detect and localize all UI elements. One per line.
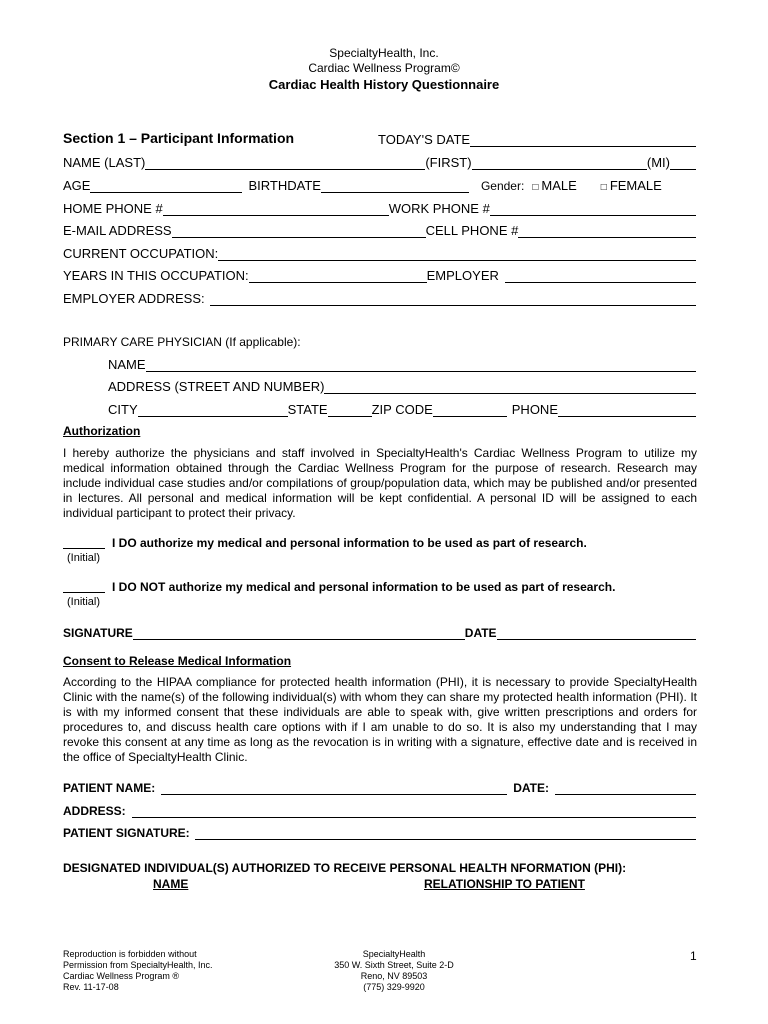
patient-date-label: DATE: (513, 781, 549, 795)
last-name-label: NAME (LAST) (63, 155, 146, 170)
patient-name-field[interactable] (161, 782, 507, 795)
gender-label: Gender: (480, 179, 525, 193)
patient-address-label: ADDRESS: (63, 804, 126, 818)
footer-left-line: Rev. 11-17-08 (63, 982, 119, 992)
footer-left (63, 949, 213, 993)
years-row (63, 267, 696, 283)
patient-signature-row (63, 824, 696, 840)
designated-relationship-column: RELATIONSHIP TO PATIENT (424, 877, 585, 891)
age-field[interactable] (90, 180, 242, 193)
todays-date-label: TODAY'S DATE (378, 132, 471, 147)
physician-city-row (108, 401, 696, 417)
last-name-field[interactable] (145, 157, 425, 170)
physician-name-label: NAME (108, 357, 146, 372)
patient-address-field[interactable] (132, 805, 696, 818)
physician-phone-label: PHONE (511, 402, 558, 417)
physician-address-label: ADDRESS (STREET AND NUMBER) (108, 379, 325, 394)
phone-row (63, 200, 696, 216)
employer-field[interactable] (505, 270, 696, 283)
physician-address-row (108, 378, 696, 394)
birthdate-field[interactable] (321, 180, 469, 193)
consent-heading: Consent to Release Medical Information (63, 654, 292, 668)
program-name: Cardiac Wellness Program© (308, 61, 460, 75)
email-label: E-MAIL ADDRESS (63, 223, 172, 238)
first-name-field[interactable] (472, 157, 647, 170)
age-label: AGE (63, 178, 91, 193)
occupation-field[interactable] (218, 248, 696, 261)
email-field[interactable] (172, 225, 426, 238)
occupation-row (63, 245, 696, 261)
mi-label: (MI) (646, 155, 670, 170)
do-authorize-statement: I DO authorize my medical and personal information to be used as part of research. (112, 536, 587, 550)
email-row (63, 222, 696, 238)
designated-heading: DESIGNATED INDIVIDUAL(S) AUTHORIZED TO RECEIVE PERSONAL HEALTH NFORMATION (PHI): (63, 861, 627, 875)
initial-label: (Initial) (67, 552, 101, 564)
patient-name-row (63, 779, 696, 795)
company-name: SpecialtyHealth, Inc. (329, 46, 439, 60)
female-checkbox[interactable]: □ (600, 182, 607, 193)
document-title: Cardiac Health History Questionnaire (268, 77, 500, 92)
signature-label: SIGNATURE (63, 626, 133, 640)
signature-date-label: DATE (464, 626, 497, 640)
employer-address-label: EMPLOYER ADDRESS: (63, 291, 205, 306)
employer-label: EMPLOYER (426, 268, 499, 283)
authorization-heading: Authorization (63, 424, 141, 438)
footer-left-line: Reproduction is forbidden without (63, 949, 197, 959)
do-not-authorize-initial-field[interactable] (63, 580, 105, 593)
zip-label: ZIP CODE (371, 402, 433, 417)
occupation-label: CURRENT OCCUPATION: (63, 246, 219, 261)
work-phone-label: WORK PHONE # (388, 201, 490, 216)
footer-center-line: Reno, NV 89503 (360, 971, 428, 981)
home-phone-label: HOME PHONE # (63, 201, 163, 216)
city-label: CITY (108, 402, 138, 417)
birthdate-label: BIRTHDATE (248, 178, 321, 193)
state-field[interactable] (328, 404, 372, 417)
consent-text: According to the HIPAA compliance for protected health information (PHI), it is necessary to provide SpecialtyHealth Clinic with the name(s) of the following individual(s) with whom they can share my protected health information (PHI). It is with my informed consent that these individuals are able to speak with, give written prescriptions and orders for procedures to, and discuss health care options with if I am unable to do so. It is also my understanding that I may revoke this consent at any time as long as the revocation is in writing with a signature, effective date and is received in the office of SpecialtyHealth Clinic. (63, 675, 697, 764)
footer-center-line: SpecialtyHealth (362, 949, 426, 959)
footer-center-line: 350 W. Sixth Street, Suite 2-D (334, 960, 454, 970)
patient-signature-label: PATIENT SIGNATURE: (63, 826, 190, 840)
work-phone-field[interactable] (490, 203, 696, 216)
todays-date-field[interactable] (470, 134, 696, 147)
do-authorize-initial-field[interactable] (63, 536, 105, 549)
name-row (63, 154, 696, 170)
years-label: YEARS IN THIS OCCUPATION: (63, 268, 249, 283)
designated-name-column: NAME (153, 877, 189, 891)
physician-address-field[interactable] (324, 381, 696, 394)
first-name-label: (FIRST) (425, 155, 472, 170)
signature-row (63, 624, 696, 640)
male-label: MALE (541, 178, 577, 193)
footer-left-line: Permission from SpecialtyHealth, Inc. (63, 960, 213, 970)
page-number: 1 (690, 949, 697, 963)
female-label: FEMALE (609, 178, 662, 193)
mi-field[interactable] (670, 157, 696, 170)
signature-field[interactable] (133, 627, 465, 640)
section-title: Section 1 – Participant Information (63, 130, 295, 146)
employer-address-row (63, 290, 696, 306)
footer-left-line: Cardiac Wellness Program ® (63, 971, 180, 981)
footer-center (294, 949, 494, 993)
patient-name-label: PATIENT NAME: (63, 781, 156, 795)
zip-field[interactable] (433, 404, 507, 417)
home-phone-field[interactable] (163, 203, 389, 216)
initial-label: (Initial) (67, 596, 101, 608)
do-not-authorize-statement: I DO NOT authorize my medical and personal information to be used as part of research. (112, 580, 616, 594)
physician-phone-field[interactable] (558, 404, 696, 417)
employer-address-field[interactable] (210, 293, 696, 306)
patient-date-field[interactable] (555, 782, 696, 795)
male-checkbox[interactable]: □ (532, 182, 539, 193)
authorization-text: I hereby authorize the physicians and staff involved in SpecialtyHealth's Cardiac Wellness Program to utilize my medical information obtained through the Cardiac Wellness Program for the purpose of research. Research may include individual case studies and/or compilations of group/population data, which may be published and/or presented in lectures. All personal and medical information will be kept confidential. A personal ID will be assigned to each individual participant to protect their privacy. (63, 446, 697, 520)
physician-name-field[interactable] (146, 359, 696, 372)
physician-name-row (108, 356, 696, 372)
physician-heading: PRIMARY CARE PHYSICIAN (If applicable): (63, 335, 301, 349)
patient-address-row (63, 802, 696, 818)
footer-center-line: (775) 329-9920 (363, 982, 425, 992)
cell-phone-field[interactable] (518, 225, 696, 238)
state-label: STATE (287, 402, 328, 417)
todays-date-row (378, 131, 696, 147)
age-row (63, 177, 696, 193)
years-field[interactable] (249, 270, 427, 283)
patient-signature-field[interactable] (195, 827, 696, 840)
cell-phone-label: CELL PHONE # (425, 223, 519, 238)
signature-date-field[interactable] (497, 627, 696, 640)
city-field[interactable] (138, 404, 288, 417)
